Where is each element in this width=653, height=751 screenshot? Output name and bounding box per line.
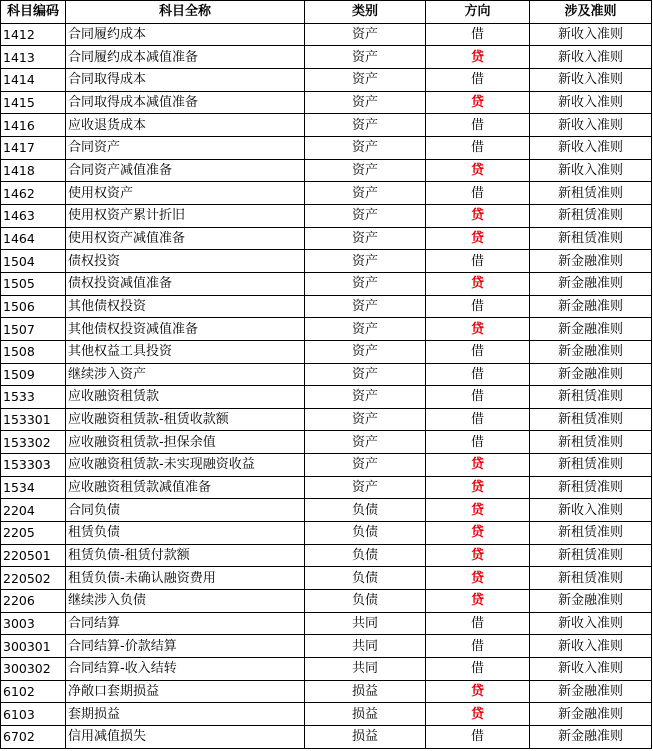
- account-name-cell: 合同履约成本减值准备: [66, 46, 305, 69]
- direction-cell: 贷: [426, 680, 530, 703]
- standard-cell: 新收入准则: [530, 46, 652, 69]
- table-row: [1, 227, 652, 250]
- direction-cell: 借: [426, 431, 530, 454]
- header-name: 科目全称: [66, 1, 305, 24]
- account-name-cell: 债权投资: [66, 250, 305, 273]
- account-name-cell: 应收退货成本: [66, 114, 305, 137]
- table-row: [1, 114, 652, 137]
- direction-cell: 借: [426, 136, 530, 159]
- account-name-cell: 租赁负债-租赁付款额: [66, 544, 305, 567]
- category-cell: 资产: [305, 182, 426, 205]
- account-code-cell: 1506: [1, 295, 66, 318]
- standard-cell: 新租赁准则: [530, 227, 652, 250]
- account-code-cell: 1508: [1, 340, 66, 363]
- direction-cell: 借: [426, 386, 530, 409]
- account-name-cell: 合同取得成本减值准备: [66, 91, 305, 114]
- direction-cell: 贷: [426, 703, 530, 726]
- table-row: [1, 68, 652, 91]
- header-type: 类别: [305, 1, 426, 24]
- account-name-cell: 租赁负债-未确认融资费用: [66, 567, 305, 590]
- standard-cell: 新收入准则: [530, 136, 652, 159]
- direction-cell: 贷: [426, 499, 530, 522]
- direction-cell: 借: [426, 340, 530, 363]
- account-name-cell: 继续涉入负债: [66, 590, 305, 613]
- account-name-cell: 应收融资租赁款-未实现融资收益: [66, 454, 305, 477]
- direction-cell: 借: [426, 612, 530, 635]
- account-code-cell: 1418: [1, 159, 66, 182]
- account-code-cell: 1534: [1, 476, 66, 499]
- table-row: [1, 544, 652, 567]
- account-code-cell: 1504: [1, 250, 66, 273]
- account-code-cell: 153303: [1, 454, 66, 477]
- account-name-cell: 合同取得成本: [66, 68, 305, 91]
- account-name-cell: 其他债权投资减值准备: [66, 318, 305, 341]
- standard-cell: 新金融准则: [530, 272, 652, 295]
- standard-cell: 新金融准则: [530, 363, 652, 386]
- standard-cell: 新租赁准则: [530, 522, 652, 545]
- direction-cell: 借: [426, 726, 530, 749]
- direction-cell: 贷: [426, 476, 530, 499]
- table-row: [1, 159, 652, 182]
- standard-cell: 新租赁准则: [530, 544, 652, 567]
- direction-cell: 贷: [426, 91, 530, 114]
- category-cell: 资产: [305, 340, 426, 363]
- standard-cell: 新租赁准则: [530, 408, 652, 431]
- standard-cell: 新租赁准则: [530, 431, 652, 454]
- standard-cell: 新金融准则: [530, 318, 652, 341]
- direction-cell: 贷: [426, 590, 530, 613]
- direction-cell: 贷: [426, 318, 530, 341]
- header-standard: 涉及准则: [530, 1, 652, 24]
- category-cell: 共同: [305, 635, 426, 658]
- table-row: [1, 340, 652, 363]
- standard-cell: 新收入准则: [530, 612, 652, 635]
- category-cell: 资产: [305, 386, 426, 409]
- direction-cell: 借: [426, 114, 530, 137]
- table-row: [1, 136, 652, 159]
- account-code-cell: 2206: [1, 590, 66, 613]
- table-row: [1, 204, 652, 227]
- category-cell: 共同: [305, 658, 426, 681]
- account-code-cell: 1414: [1, 68, 66, 91]
- table-row: [1, 363, 652, 386]
- category-cell: 资产: [305, 476, 426, 499]
- account-code-cell: 1463: [1, 204, 66, 227]
- table-row: [1, 658, 652, 681]
- category-cell: 资产: [305, 454, 426, 477]
- table-row: [1, 703, 652, 726]
- account-code-cell: 2205: [1, 522, 66, 545]
- account-name-cell: 应收融资租赁款-担保余值: [66, 431, 305, 454]
- account-code-cell: 1507: [1, 318, 66, 341]
- table-row: [1, 567, 652, 590]
- direction-cell: 贷: [426, 272, 530, 295]
- standard-cell: 新租赁准则: [530, 182, 652, 205]
- account-code-cell: 220501: [1, 544, 66, 567]
- category-cell: 负债: [305, 522, 426, 545]
- direction-cell: 贷: [426, 522, 530, 545]
- category-cell: 资产: [305, 159, 426, 182]
- direction-cell: 贷: [426, 204, 530, 227]
- table-row: [1, 680, 652, 703]
- category-cell: 资产: [305, 272, 426, 295]
- table-row: [1, 635, 652, 658]
- table-row: [1, 476, 652, 499]
- category-cell: 损益: [305, 703, 426, 726]
- standard-cell: 新收入准则: [530, 635, 652, 658]
- account-code-cell: 1505: [1, 272, 66, 295]
- table-row: [1, 454, 652, 477]
- standard-cell: 新租赁准则: [530, 476, 652, 499]
- account-name-cell: 合同结算-收入结转: [66, 658, 305, 681]
- category-cell: 资产: [305, 250, 426, 273]
- table-row: [1, 499, 652, 522]
- account-code-cell: 1533: [1, 386, 66, 409]
- standard-cell: 新金融准则: [530, 726, 652, 749]
- table-body: [1, 23, 652, 748]
- standard-cell: 新金融准则: [530, 680, 652, 703]
- standard-cell: 新租赁准则: [530, 204, 652, 227]
- table-row: [1, 182, 652, 205]
- category-cell: 负债: [305, 567, 426, 590]
- table-row: [1, 91, 652, 114]
- account-code-cell: 1412: [1, 23, 66, 46]
- category-cell: 共同: [305, 612, 426, 635]
- account-name-cell: 其他权益工具投资: [66, 340, 305, 363]
- direction-cell: 贷: [426, 227, 530, 250]
- account-name-cell: 其他债权投资: [66, 295, 305, 318]
- direction-cell: 贷: [426, 544, 530, 567]
- category-cell: 资产: [305, 204, 426, 227]
- account-code-cell: 153302: [1, 431, 66, 454]
- category-cell: 资产: [305, 136, 426, 159]
- direction-cell: 贷: [426, 159, 530, 182]
- table-row: [1, 46, 652, 69]
- table-row: [1, 590, 652, 613]
- table-row: [1, 250, 652, 273]
- direction-cell: 借: [426, 68, 530, 91]
- account-name-cell: 合同负债: [66, 499, 305, 522]
- account-name-cell: 应收融资租赁款减值准备: [66, 476, 305, 499]
- account-name-cell: 合同履约成本: [66, 23, 305, 46]
- account-name-cell: 信用减值损失: [66, 726, 305, 749]
- standard-cell: 新收入准则: [530, 91, 652, 114]
- account-code-cell: 153301: [1, 408, 66, 431]
- standard-cell: 新收入准则: [530, 23, 652, 46]
- category-cell: 资产: [305, 227, 426, 250]
- account-name-cell: 租赁负债: [66, 522, 305, 545]
- direction-cell: 借: [426, 408, 530, 431]
- standard-cell: 新租赁准则: [530, 567, 652, 590]
- account-name-cell: 使用权资产: [66, 182, 305, 205]
- direction-cell: 贷: [426, 567, 530, 590]
- category-cell: 负债: [305, 590, 426, 613]
- standard-cell: 新租赁准则: [530, 454, 652, 477]
- account-name-cell: 合同资产: [66, 136, 305, 159]
- account-code-cell: 300301: [1, 635, 66, 658]
- direction-cell: 贷: [426, 46, 530, 69]
- category-cell: 资产: [305, 363, 426, 386]
- standard-cell: 新收入准则: [530, 159, 652, 182]
- table-row: [1, 295, 652, 318]
- direction-cell: 借: [426, 295, 530, 318]
- standard-cell: 新收入准则: [530, 114, 652, 137]
- category-cell: 资产: [305, 114, 426, 137]
- standard-cell: 新金融准则: [530, 590, 652, 613]
- table-row: [1, 612, 652, 635]
- standard-cell: 新金融准则: [530, 250, 652, 273]
- account-name-cell: 使用权资产减值准备: [66, 227, 305, 250]
- category-cell: 资产: [305, 23, 426, 46]
- standard-cell: 新收入准则: [530, 68, 652, 91]
- category-cell: 资产: [305, 68, 426, 91]
- account-code-cell: 1417: [1, 136, 66, 159]
- table-row: [1, 386, 652, 409]
- account-name-cell: 合同结算: [66, 612, 305, 635]
- header-direction: 方向: [426, 1, 530, 24]
- account-code-cell: 2204: [1, 499, 66, 522]
- direction-cell: 借: [426, 250, 530, 273]
- category-cell: 资产: [305, 295, 426, 318]
- table-row: [1, 408, 652, 431]
- category-cell: 负债: [305, 499, 426, 522]
- account-code-cell: 1413: [1, 46, 66, 69]
- account-code-cell: 220502: [1, 567, 66, 590]
- category-cell: 负债: [305, 544, 426, 567]
- standard-cell: 新金融准则: [530, 703, 652, 726]
- account-code-cell: 1462: [1, 182, 66, 205]
- category-cell: 损益: [305, 726, 426, 749]
- standard-cell: 新金融准则: [530, 295, 652, 318]
- account-name-cell: 应收融资租赁款: [66, 386, 305, 409]
- direction-cell: 借: [426, 182, 530, 205]
- account-name-cell: 合同结算-价款结算: [66, 635, 305, 658]
- direction-cell: 借: [426, 635, 530, 658]
- account-name-cell: 套期损益: [66, 703, 305, 726]
- account-name-cell: 债权投资减值准备: [66, 272, 305, 295]
- standard-cell: 新收入准则: [530, 499, 652, 522]
- category-cell: 资产: [305, 408, 426, 431]
- account-code-cell: 1464: [1, 227, 66, 250]
- account-name-cell: 净敞口套期损益: [66, 680, 305, 703]
- table-row: [1, 272, 652, 295]
- table-row: [1, 726, 652, 749]
- account-name-cell: 使用权资产累计折旧: [66, 204, 305, 227]
- category-cell: 资产: [305, 91, 426, 114]
- direction-cell: 借: [426, 23, 530, 46]
- standard-cell: 新金融准则: [530, 340, 652, 363]
- account-code-cell: 300302: [1, 658, 66, 681]
- category-cell: 资产: [305, 318, 426, 341]
- account-name-cell: 继续涉入资产: [66, 363, 305, 386]
- account-code-cell: 3003: [1, 612, 66, 635]
- account-name-cell: 合同资产减值准备: [66, 159, 305, 182]
- account-name-cell: 应收融资租赁款-租赁收款额: [66, 408, 305, 431]
- account-code-cell: 6103: [1, 703, 66, 726]
- account-code-cell: 6102: [1, 680, 66, 703]
- account-code-cell: 1416: [1, 114, 66, 137]
- category-cell: 损益: [305, 680, 426, 703]
- header-code: 科目编码: [1, 1, 66, 24]
- table-row: [1, 23, 652, 46]
- standard-cell: 新收入准则: [530, 658, 652, 681]
- account-code-cell: 6702: [1, 726, 66, 749]
- table-row: [1, 431, 652, 454]
- direction-cell: 借: [426, 363, 530, 386]
- header-row: [1, 1, 652, 24]
- table-row: [1, 318, 652, 341]
- table-row: [1, 522, 652, 545]
- category-cell: 资产: [305, 431, 426, 454]
- direction-cell: 借: [426, 658, 530, 681]
- direction-cell: 贷: [426, 454, 530, 477]
- standard-cell: 新租赁准则: [530, 386, 652, 409]
- account-code-cell: 1415: [1, 91, 66, 114]
- account-code-cell: 1509: [1, 363, 66, 386]
- category-cell: 资产: [305, 46, 426, 69]
